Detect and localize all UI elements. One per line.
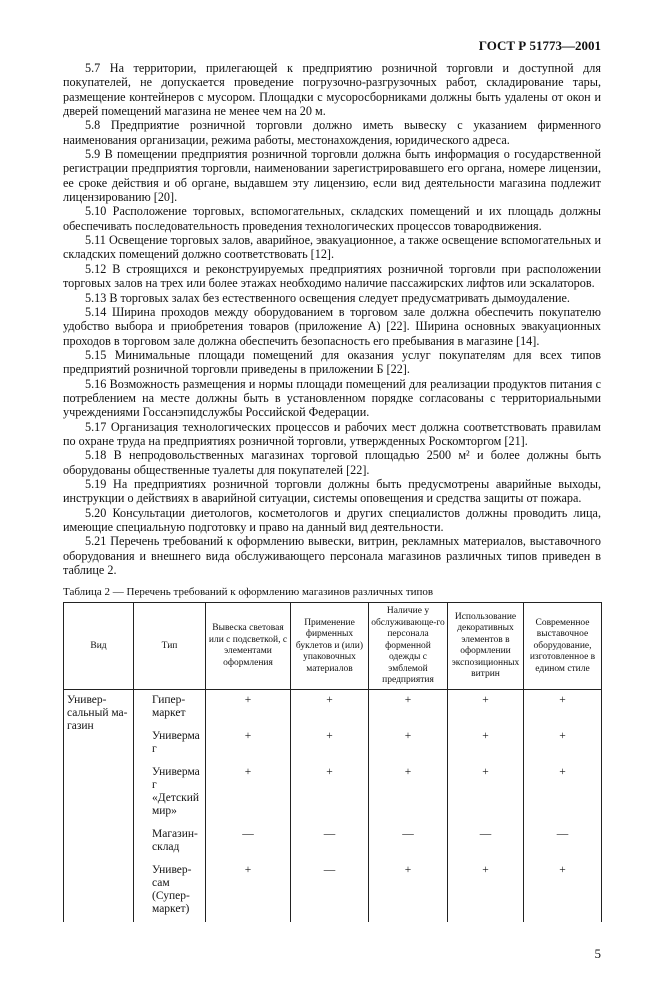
paragraph: 5.11 Освещение торговых залов, аварийное, эвакуационное, а также освещение вспомогательных и складских помещений должно соответствовать [12]. <box>63 233 601 262</box>
value-cell: — <box>291 860 369 922</box>
value-cell: + <box>291 690 369 727</box>
column-header: Применение фирменных буклетов и (или) упаковочных материалов <box>291 603 369 690</box>
standard-header: ГОСТ Р 51773—2001 <box>478 38 601 53</box>
table-row <box>64 860 602 922</box>
paragraph: 5.19 На предприятиях розничной торговли должны быть предусмотрены аварийные выходы, инструкции о действиях в аварийной ситуации, системы оповещения и средства защиты от пожара. <box>63 476 601 506</box>
table-row <box>64 726 602 762</box>
value-cell: + <box>524 690 602 727</box>
header-row <box>64 603 602 690</box>
value-cell: + <box>369 762 448 824</box>
type-cell: Универмаг «Детский мир» <box>134 762 206 824</box>
value-cell: — <box>448 824 524 860</box>
paragraph: 5.21 Перечень требований к оформлению вывески, витрин, рекламных материалов, выставочного оборудования и внешнего вида обслуживающего персонала магазинов различных типов приведен в таблице 2. <box>63 534 601 578</box>
value-cell: + <box>524 762 602 824</box>
paragraph: 5.9 В помещении предприятия розничной торговли должна быть информация о государственной регистрации предприятия торговли, наименовании зарегистрировавшего его органа, номере лицензии, ее сроке действия и об органе, выдавшем эту лицензию, если вид деятельности магазина подлежит лицензированию [20]. <box>63 147 601 205</box>
table-row <box>64 762 602 824</box>
value-cell: — <box>524 824 602 860</box>
column-header: Использование декоративных элементов в оформлении экспозиционных витрин <box>448 603 524 690</box>
requirements-table <box>63 602 602 922</box>
body-text <box>63 61 601 577</box>
value-cell: + <box>291 762 369 824</box>
type-cell: Универ-сам (Супер-маркет) <box>134 860 206 922</box>
value-cell: + <box>369 860 448 922</box>
table-row <box>64 824 602 860</box>
value-cell: + <box>206 762 291 824</box>
paragraph: 5.7 На территории, прилегающей к предприятию розничной торговли и доступной для покупателей, не допускается проведение погрузочно-разгрузочных работ, складирование тары, размещение контейнеров с мусором. Площадки с мусоросборниками должны быть удалены от окон и дверей помещений магазина не менее чем на 20 м. <box>63 61 601 119</box>
value-cell: + <box>524 860 602 922</box>
column-header: Вид <box>64 603 134 690</box>
value-cell: + <box>448 860 524 922</box>
value-cell: + <box>206 726 291 762</box>
value-cell: + <box>206 860 291 922</box>
page-number: 5 <box>594 946 601 962</box>
value-cell: + <box>206 690 291 727</box>
column-header: Тип <box>134 603 206 690</box>
paragraph: 5.17 Организация технологических процессов и рабочих мест должна соответствовать правилам по охране труда на предприятиях розничной торговли, утвержденных Роскомторгом [21]. <box>63 419 601 448</box>
paragraph: 5.14 Ширина проходов между оборудованием в торговом зале должна обеспечить покупателю удобство выбора и приобретения товаров (приложение А) [22]. Ширина основных эвакуационных проходов в торговом зале должна обеспечить безопасность его пребывания в магазине [14]. <box>63 304 601 348</box>
paragraph: 5.12 В строящихся и реконструируемых предприятиях розничной торговли при расположении торговых залов на трех или более этажах необходимо наличие пассажирских лифтов или эскалаторов. <box>63 261 601 291</box>
value-cell: — <box>369 824 448 860</box>
paragraph: 5.13 В торговых залах без естественного освещения следует предусматривать дымоудаление. <box>85 290 570 305</box>
value-cell: — <box>291 824 369 860</box>
column-header: Вывеска световая или с подсветкой, с элементами оформления <box>206 603 291 690</box>
column-header: Наличие у обслуживающе-го персонала форменной одежды с эмблемой предприятия <box>369 603 448 690</box>
type-cell: Гипер-маркет <box>134 690 206 727</box>
type-cell: Универмаг <box>134 726 206 762</box>
table-row <box>64 690 602 727</box>
value-cell: + <box>448 762 524 824</box>
value-cell: + <box>448 726 524 762</box>
paragraph: 5.15 Минимальные площади помещений для оказания услуг покупателям для всех типов предприятий розничной торговли приведены в приложении Б [22]. <box>63 347 601 377</box>
value-cell: + <box>448 690 524 727</box>
type-cell: Магазин-склад <box>134 824 206 860</box>
value-cell: + <box>291 726 369 762</box>
value-cell: + <box>369 726 448 762</box>
kind-cell: Универ-сальный ма-газин <box>64 690 134 923</box>
paragraph: 5.20 Консультации диетологов, косметологов и других специалистов должны проводить лица, имеющие специальную подготовку и право на данный вид деятельности. <box>63 505 601 534</box>
paragraph: 5.10 Расположение торговых, вспомогательных, складских помещений и их площадь должны обеспечивать последовательность проведения технологических процессов товародвижения. <box>63 204 601 233</box>
paragraph: 5.18 В непродовольственных магазинах торговой площадью 2500 м² и более должны быть оборудованы общественные туалеты для покупателей [22]. <box>63 448 601 477</box>
value-cell: + <box>369 690 448 727</box>
paragraph: 5.8 Предприятие розничной торговли должно иметь вывеску с указанием фирменного наименования организации, режима работы, местонахождения, юридического адреса. <box>63 118 601 147</box>
value-cell: — <box>206 824 291 860</box>
paragraph: 5.16 Возможность размещения и нормы площади помещений для реализации продуктов питания с потреблением на месте должны быть в установленном порядке согласованы с территориальными учреждениями Госсанэпидслужбы Российской Федерации. <box>63 376 601 420</box>
value-cell: + <box>524 726 602 762</box>
table-caption: Таблица 2 — Перечень требований к оформлению магазинов различных типов <box>63 586 434 599</box>
column-header: Современное выставочное оборудование, изготовленное в едином стиле <box>524 603 602 690</box>
